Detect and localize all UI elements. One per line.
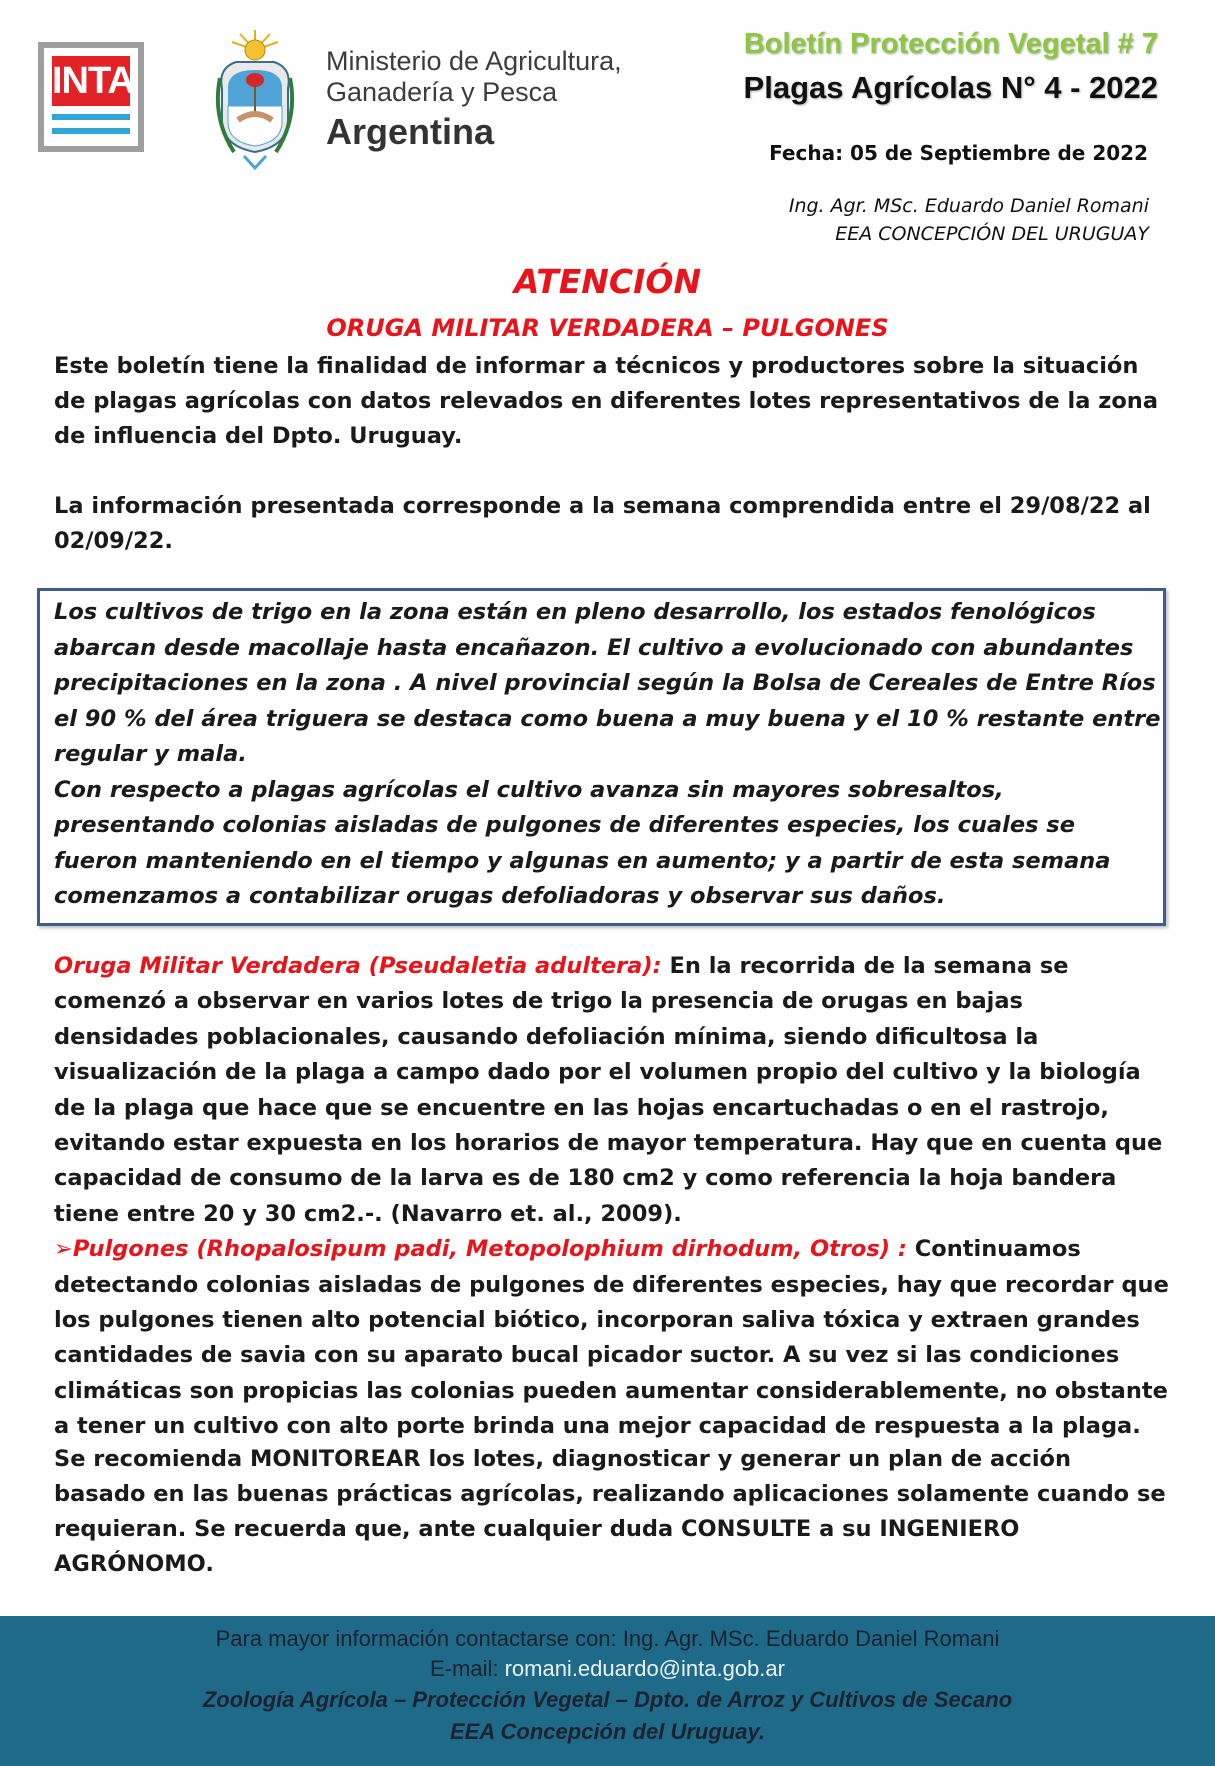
attention-heading: ATENCIÓN <box>513 262 702 301</box>
footer-email-link[interactable]: romani.eduardo@inta.gob.ar <box>504 1656 785 1681</box>
fecha: Fecha: 05 de Septiembre de 2022 <box>769 141 1148 165</box>
pulgones-label: Pulgones (Rhopalosipum padi, Metopolophium dirhodum, Otros) : <box>72 1236 907 1263</box>
ministerio-country: Argentina <box>326 111 495 152</box>
oruga-text: En la recorrida de la semana se comenzó a observar en varios lotes de trigo la presencia de orugas en bajas densidades poblacionales, causando defoliación mínima, siendo dificultosa la visualización de la plaga a campo dado por el volumen propio del cultivo y la biología de la plaga que hace que se encuentre en las hojas encartuchadas o en el rastrojo, evitando estar expuesta en los horarios de mayor temperatura. Hay que en cuenta que capacidad de consumo de la larva es de 180 cm2 y como referencia la hoja bandera tiene entre 20 y 30 cm2.-. (Navarro et. al., 2009). <box>54 953 1163 1227</box>
pests-section <box>54 949 1169 1445</box>
pulgones-paragraph <box>54 1232 1169 1444</box>
inta-logo-stripe <box>52 114 130 120</box>
footer-email-label: E-mail: <box>430 1656 505 1681</box>
boletin-title: Boletín Protección Vegetal # 7 <box>743 28 1158 60</box>
author-name: Ing. Agr. MSc. Eduardo Daniel Romani <box>788 195 1149 217</box>
summary-paragraph-crops: Los cultivos de trigo en la zona están en pleno desarrollo, los estados fenológicos abarcan desde macollaje hasta encañazon. El cultivo a evolucionado con abundantes precipitaciones en la zona . A nivel provincial según la Bolsa de Cereales de Entre Ríos el 90 % del área triguera se destaca como buena a muy buena y el 10 % restante entre regular y mala. <box>54 599 1161 767</box>
summary-paragraph-pests: Con respecto a plagas agrícolas el cultivo avanza sin mayores sobresaltos, presentando colonias aisladas de pulgones de diferentes especies, los cuales se fueron manteniendo en el tiempo y algunas en aumento; y a partir de esta semana comenzamos a contabilizar orugas defoliadoras y observar sus daños. <box>54 776 1111 909</box>
period-paragraph: La información presentada corresponde a la semana comprendida entre el 29/08/22 al 02/09/22. <box>54 493 1151 554</box>
recommendation-paragraph: Se recomienda MONITOREAR los lotes, diagnosticar y generar un plan de acción basado en las buenas prácticas agrícolas, realizando aplicaciones solamente cuando se requieran. Se recuerda que, ante cualquier duda CONSULTE a su INGENIERO AGRÓNOMO. <box>54 1446 1166 1577</box>
coat-of-arms-icon <box>214 28 296 172</box>
footer-department: Zoología Agrícola – Protección Vegetal – Dpto. de Arroz y Cultivos de Secano <box>202 1687 1013 1712</box>
oruga-paragraph <box>54 949 1169 1232</box>
summary-box <box>37 588 1166 926</box>
subtitle-heading: ORUGA MILITAR VERDADERA – PULGONES <box>326 314 889 342</box>
pulgones-text: Continuamos detectando colonias aisladas de pulgones de diferentes especies, hay que recordar que los pulgones tienen alto potencial biótico, incorporan saliva tóxica y extraen grandes cantidades de savia con su aparato bucal picador suctor. A su vez si las condiciones climáticas son propicias las colonias pueden aumentar considerablemente, no obstante a tener un cultivo con alto porte brinda una mejor capacidad de respuesta a la plaga. <box>54 1236 1169 1440</box>
inta-logo-text: INTA <box>52 56 130 106</box>
oruga-label: Oruga Militar Verdadera (Pseudaletia adultera): <box>54 953 662 979</box>
summary-box-text <box>54 595 1166 915</box>
author-block <box>789 192 1149 248</box>
footer-email-line <box>0 1654 1215 1684</box>
inta-logo <box>38 42 144 152</box>
intro-paragraph: Este boletín tiene la finalidad de informar a técnicos y productores sobre la situación de plagas agrícolas con datos relevados en diferentes lotes representativos de la zona de influencia del Dpto. Uruguay. <box>54 353 1159 449</box>
footer-station: EEA Concepción del Uruguay. <box>450 1719 765 1744</box>
plagas-title: Plagas Agrícolas N° 4 - 2022 <box>743 70 1158 105</box>
inta-logo-stripe <box>52 128 130 134</box>
author-institution: EEA CONCEPCIÓN DEL URUGUAY <box>835 223 1149 245</box>
footer <box>0 1616 1215 1766</box>
ministerio-logo <box>326 46 622 156</box>
ministerio-line1: Ministerio de Agricultura, <box>326 46 622 76</box>
ministerio-line2: Ganadería y Pesca <box>326 77 558 107</box>
bullet-arrow-icon: ➢ <box>54 1236 73 1263</box>
footer-contact: Para mayor información contactarse con: Ing. Agr. MSc. Eduardo Daniel Romani <box>215 1626 1000 1651</box>
